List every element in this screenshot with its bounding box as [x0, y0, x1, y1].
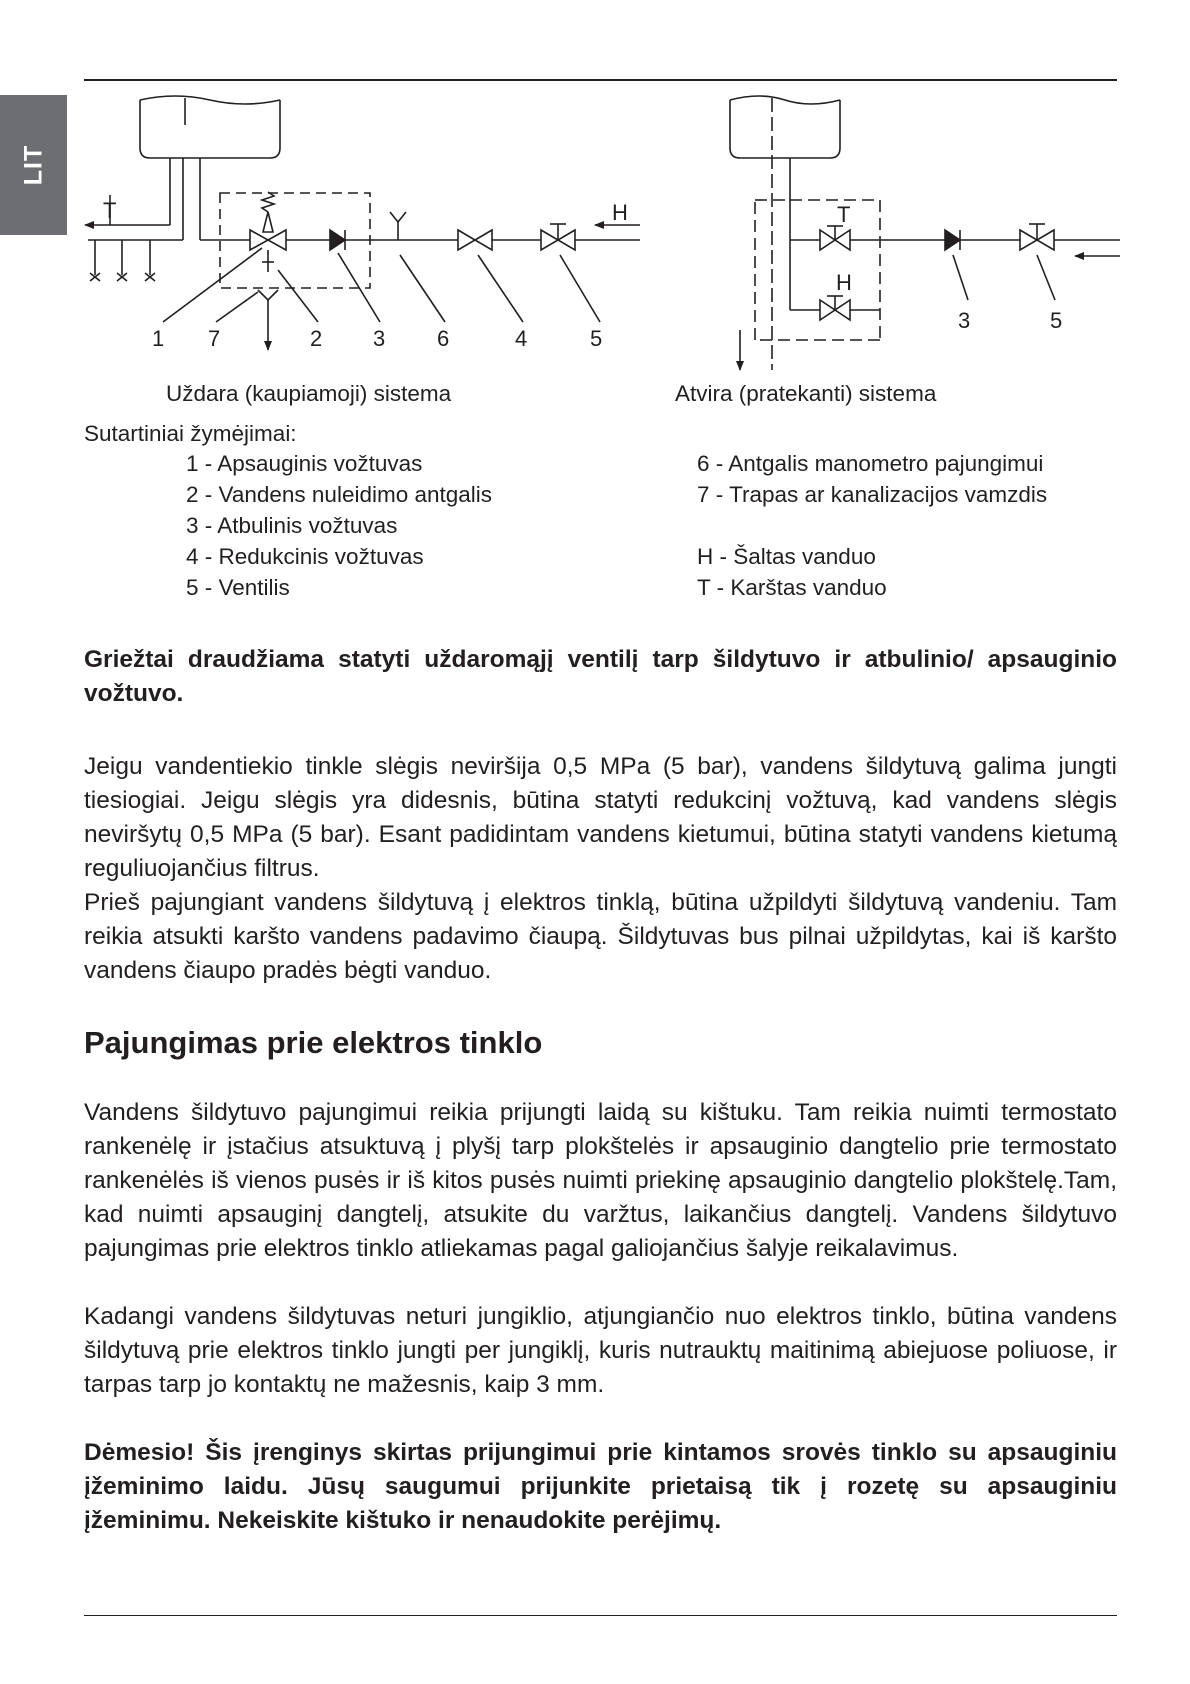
- legend-item: T - Karštas vanduo: [697, 575, 887, 600]
- left-number-4: 4: [515, 326, 528, 351]
- left-number-7: 7: [208, 326, 221, 351]
- right-number-3: 3: [958, 308, 971, 333]
- paragraph-switch: Kadangi vandens šildytuvas neturi jungiklio, atjungiančio nuo elektros tinklo, būtina vandens šildytuvą prie elektros tinklo jungti per jungiklį, kuris nutrauktų maitinimą abiejuose poliuose, ir tarpas tarp jo kontaktų ne mažesnis, kaip 3 mm.: [84, 1303, 1117, 1398]
- paragraph-filling: Prieš pajungiant vandens šildytuvą į elektros tinklą, būtina užpildyti šildytuvą vandeniu. Tam reikia atsukti karšto vandens padavimo čiaupą. Šildytuvas bus pilnai užpildytas, kai iš karšto vandens čiaupo pradės bėgti vanduo.: [84, 889, 1117, 984]
- left-number-1: 1: [152, 326, 165, 351]
- legend-left-list: [186, 448, 492, 603]
- closed-system-diagram: [85, 96, 640, 350]
- legend-right-list: [697, 448, 1047, 603]
- plumbing-diagrams: [0, 0, 1190, 380]
- paragraph-cable: Vandens šildytuvo pajungimui reikia prijungti laidą su kištuku. Tam reikia nuimti termostato rankenėlę ir įstačius atsuktuvą į plyšį tarp plokštelės ir apsauginio dangtelio prie termostato rankenėlės iš vienos pusės ir iš kitos pusės nuimti priekinę apsauginio dangtelio plokštelę.Tam, kad nuimti apsauginį dangtelį, atsukite du varžtus, laikančius dangtelį. Vandens šildytuvo pajungimas prie elektros tinklo atliekamas pagal galiojančius šalyje reikalavimus.: [84, 1099, 1117, 1262]
- legend-title: Sutartiniai žymėjimai:: [84, 421, 297, 446]
- right-cold-label: H: [836, 270, 852, 295]
- warning-grounding: Dėmesio! Šis įrenginys skirtas prijungimui prie kintamos srovės tinklo su apsauginiu įžeminimo laidu. Jūsų saugumui prijunkite prietaisą tik į rozetę su apsauginiu įžeminimu. Nekeiskite kištuko ir nenaudokite perėjimų.: [84, 1439, 1117, 1534]
- right-number-5: 5: [1050, 308, 1063, 333]
- open-system-caption: Atvira (pratekanti) sistema: [675, 381, 937, 406]
- bottom-rule: [84, 1615, 1117, 1616]
- left-number-2: 2: [310, 326, 323, 351]
- right-hot-label: T: [837, 202, 851, 227]
- legend-item: H - Šaltas vanduo: [697, 544, 876, 569]
- warning-shutoff-valve: Griežtai draudžiama statyti uždaromąjį ventilį tarp šildytuvo ir atbulinio/ apsauginio vožtuvo.: [84, 646, 1117, 707]
- left-number-6: 6: [437, 326, 450, 351]
- paragraph-pressure: Jeigu vandentiekio tinkle slėgis neviršija 0,5 MPa (5 bar), vandens šildytuvą galima jungti tiesiogiai. Jeigu slėgis yra didesnis, būtina statyti redukcinį vožtuvą, kad vandens slėgis neviršytų 0,5 MPa (5 bar). Esant padidintam vandens kietumui, būtina statyti vandens kietumą reguliuojančius filtrus.: [84, 753, 1117, 882]
- left-cold-label: H: [612, 200, 628, 225]
- legend-item: 7 - Trapas ar kanalizacijos vamzdis: [697, 482, 1048, 507]
- legend-item: 6 - Antgalis manometro pajungimui: [697, 451, 1044, 476]
- legend-item: [697, 510, 1047, 541]
- left-number-3: 3: [373, 326, 386, 351]
- closed-system-caption: Uždara (kaupiamoji) sistema: [166, 381, 452, 406]
- left-hot-label: T: [103, 198, 117, 223]
- legend-item: 5 - Ventilis: [186, 575, 290, 600]
- left-number-5: 5: [590, 326, 603, 351]
- legend-item: 1 - Apsauginis vožtuvas: [186, 451, 423, 476]
- language-tab-label: LIT: [19, 144, 47, 186]
- section-heading: Pajungimas prie elektros tinklo: [84, 1025, 543, 1060]
- legend-item: 2 - Vandens nuleidimo antgalis: [186, 482, 493, 507]
- legend-item: 4 - Redukcinis vožtuvas: [186, 544, 424, 569]
- legend-item: 3 - Atbulinis vožtuvas: [186, 513, 398, 538]
